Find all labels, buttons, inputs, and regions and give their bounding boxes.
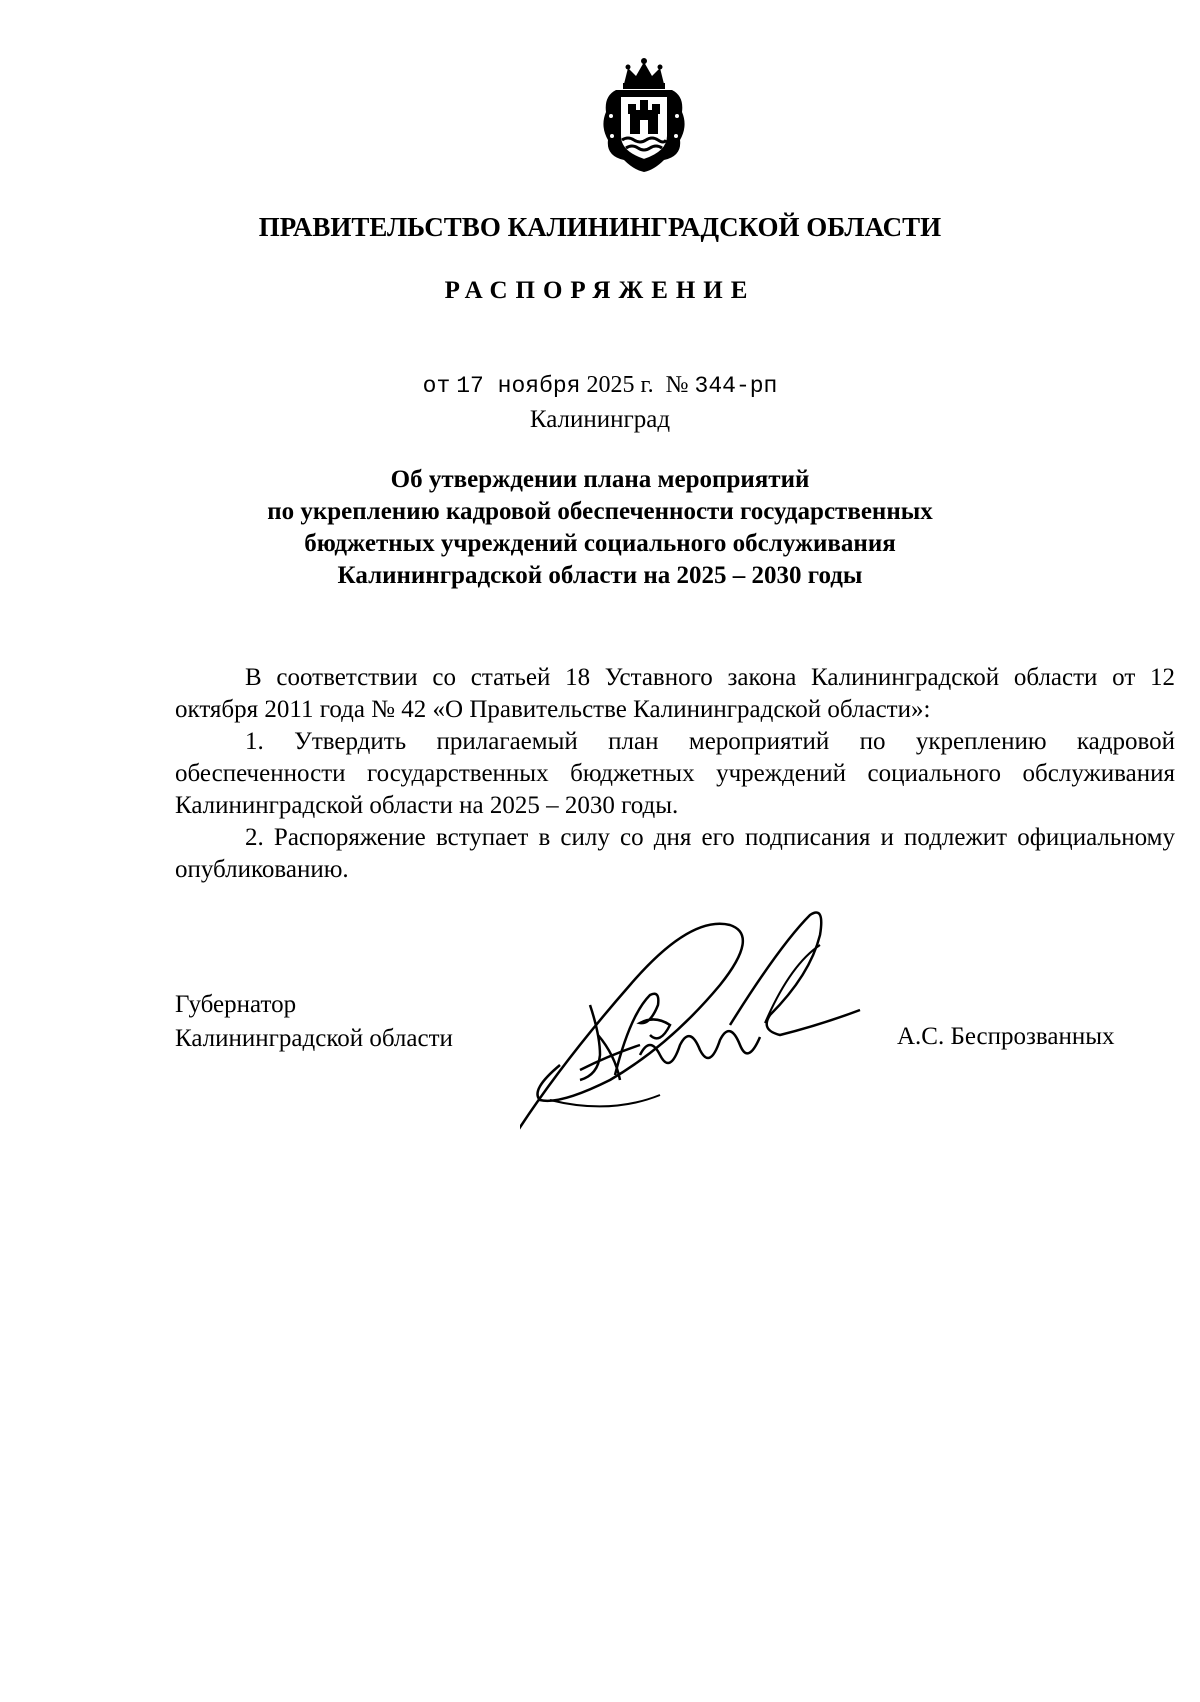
signatory-position: [175, 988, 453, 1056]
document-number: 344-рп: [694, 373, 778, 399]
title-line: бюджетных учреждений социального обслуживания: [304, 530, 896, 557]
number-label: №: [665, 372, 689, 398]
document-type: РАСПОРЯЖЕНИЕ: [444, 277, 756, 304]
title-line: по укреплению кадровой обеспеченности государственных: [267, 498, 933, 525]
date-day-month: 17 ноября: [456, 373, 581, 399]
clause-1-paragraph: 1. Утвердить прилагаемый план мероприятий по укреплению кадровой обеспеченности государственных бюджетных учреждений социального обслуживания Калининградской области на 2025 – 2030 годы.: [175, 728, 1175, 819]
signatory-position-line: Калининградской области: [175, 1025, 453, 1052]
coat-of-arms-icon: [594, 56, 694, 174]
handwritten-signature: [520, 905, 940, 1145]
title-line: Калининградской области на 2025 – 2030 годы: [337, 562, 863, 589]
date-prefix: от: [422, 373, 451, 399]
organization-title: ПРАВИТЕЛЬСТВО КАЛИНИНГРАДСКОЙ ОБЛАСТИ: [258, 212, 942, 242]
date-year: 2025 г.: [586, 372, 654, 398]
city: Калининград: [529, 406, 671, 433]
signatory-name: А.С. Беспрозванных: [897, 1023, 1115, 1050]
preamble-paragraph: В соответствии со статьей 18 Уставного закона Калининградской области от 12 октября 2011 года № 42 «О Правительстве Калининградской области»:: [175, 664, 1175, 723]
date-number-line: [0, 372, 1200, 399]
signatory-position-line: Губернатор: [175, 991, 297, 1018]
document-body: [175, 662, 1175, 886]
clause-2-paragraph: 2. Распоряжение вступает в силу со дня его подписания и подлежит официальному опубликованию.: [175, 824, 1175, 883]
title-line: Об утверждении плана мероприятий: [390, 466, 810, 493]
document-title: [160, 464, 1040, 592]
